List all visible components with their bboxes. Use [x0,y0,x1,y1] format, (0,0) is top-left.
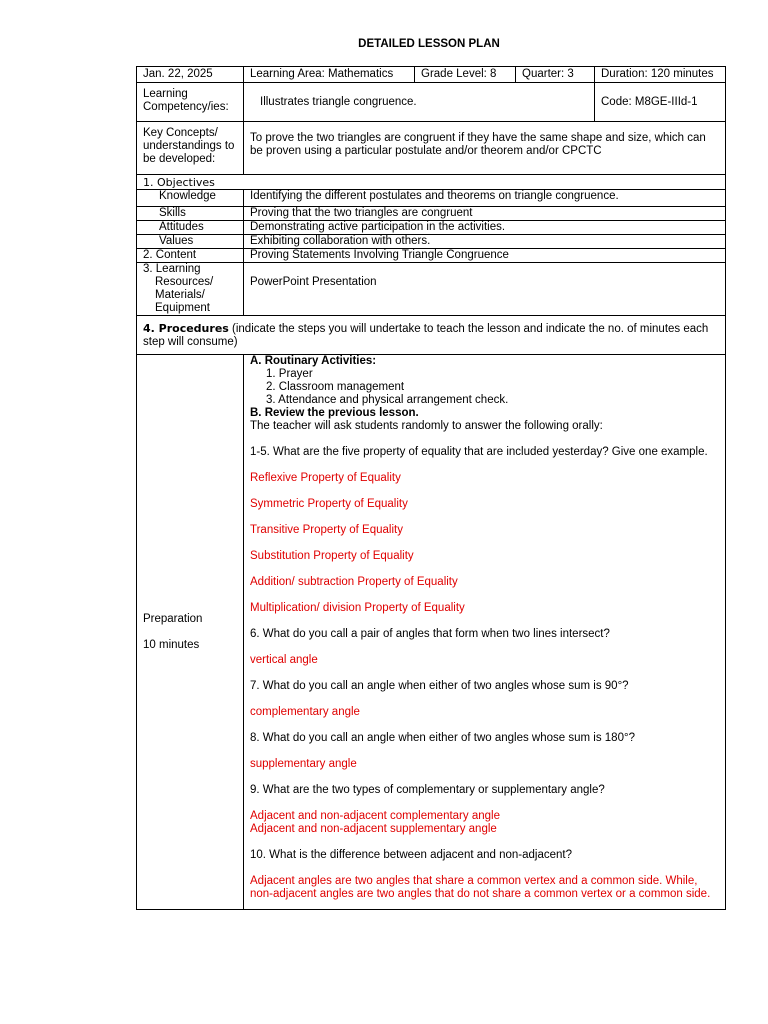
key-concepts-row [137,122,726,175]
header-row [137,67,726,83]
objective-value: Proving that the two triangles are congruent [244,207,726,221]
answer-text: Multiplication/ division Property of Equality [250,602,465,614]
answer-text: Substitution Property of Equality [250,550,414,562]
list-item: 3. Attendance and physical arrangement check. [266,394,509,406]
objective-label: Knowledge [137,190,244,207]
procedures-row [137,316,726,355]
key-concepts-value: To prove the two triangles are congruent if they have the same shape and size, which can be proven using a particular postulate and/or theorem and/or CPCTC [244,122,726,175]
preparation-label: Preparation [143,612,203,625]
date-cell: Jan. 22, 2025 [137,67,244,83]
answer-text: Addition/ subtraction Property of Equality [250,576,458,588]
answer-text: vertical angle [250,654,318,666]
competency-row [137,83,726,122]
question-10: 10. What is the difference between adjacent and non-adjacent? [250,849,573,861]
content-value: Proving Statements Involving Triangle Congruence [244,249,726,263]
objective-row-skills [137,207,726,221]
resources-label: 3. Learning Resources/ Materials/ Equipment [137,263,244,316]
answer-text: Symmetric Property of Equality [250,498,408,510]
competency-label: Learning Competency/ies: [137,83,244,122]
objective-label: Skills [137,207,244,221]
objective-row-knowledge [137,190,726,207]
routinary-heading: A. Routinary Activities: [250,355,377,367]
key-concepts-label: Key Concepts/ understandings to be developed: [137,122,244,175]
document-title: DETAILED LESSON PLAN [358,38,500,50]
objective-row-attitudes [137,221,726,235]
duration-cell: Duration: 120 minutes [595,67,726,83]
question-7: 7. What do you call an angle when either of two angles whose sum is 90°? [250,680,629,692]
list-item: 1. Prayer [266,368,313,380]
grade-level-cell: Grade Level: 8 [415,67,516,83]
procedures-cell [137,316,726,355]
review-intro: The teacher will ask students randomly to answer the following orally: [250,420,603,432]
objective-value: Identifying the different postulates and theorems on triangle congruence. [244,190,726,207]
objectives-heading-row [137,175,726,190]
preparation-label-cell [137,355,244,910]
procedures-note: (indicate the steps you will undertake to teach the lesson and indicate the no. of minutes each step will consume) [143,323,709,348]
question-9: 9. What are the two types of complementary or supplementary angle? [250,784,605,796]
resources-row [137,263,726,316]
competency-value: Illustrates triangle congruence. [244,83,595,122]
content-label: 2. Content [137,249,244,263]
review-heading: B. Review the previous lesson. [250,407,419,419]
objective-value: Demonstrating active participation in the activities. [244,221,726,235]
resources-value: PowerPoint Presentation [244,263,726,316]
procedures-heading: 4. Procedures [143,322,229,335]
lesson-plan-table [136,66,726,910]
objective-label: Values [137,235,244,249]
quarter-cell: Quarter: 3 [516,67,595,83]
preparation-minutes: 10 minutes [143,638,200,651]
objective-value: Exhibiting collaboration with others. [244,235,726,249]
content-row [137,249,726,263]
list-item: 2. Classroom management [266,381,405,393]
competency-code: Code: M8GE-IIId-1 [595,83,726,122]
objective-label: Attitudes [137,221,244,235]
preparation-row [137,355,726,910]
question-1-5: 1-5. What are the five property of equality that are included yesterday? Give one example. [250,446,708,458]
question-6: 6. What do you call a pair of angles that form when two lines intersect? [250,628,610,640]
objective-row-values [137,235,726,249]
answer-text: supplementary angle [250,758,357,770]
answer-text: complementary angle [250,706,360,718]
preparation-content [244,355,726,910]
answer-text: Transitive Property of Equality [250,524,403,536]
answer-text: Reflexive Property of Equality [250,472,401,484]
answer-text: Adjacent and non-adjacent supplementary angle [250,823,497,835]
objectives-heading: 1. Objectives [137,175,726,190]
answer-text: Adjacent angles are two angles that share a common vertex and a common side. While, non-adjacent angles are two angles that do not share a common vertex or a common side. [250,875,711,900]
question-8: 8. What do you call an angle when either of two angles whose sum is 180°? [250,732,635,744]
answer-text: Adjacent and non-adjacent complementary angle [250,810,500,822]
learning-area-cell: Learning Area: Mathematics [244,67,415,83]
